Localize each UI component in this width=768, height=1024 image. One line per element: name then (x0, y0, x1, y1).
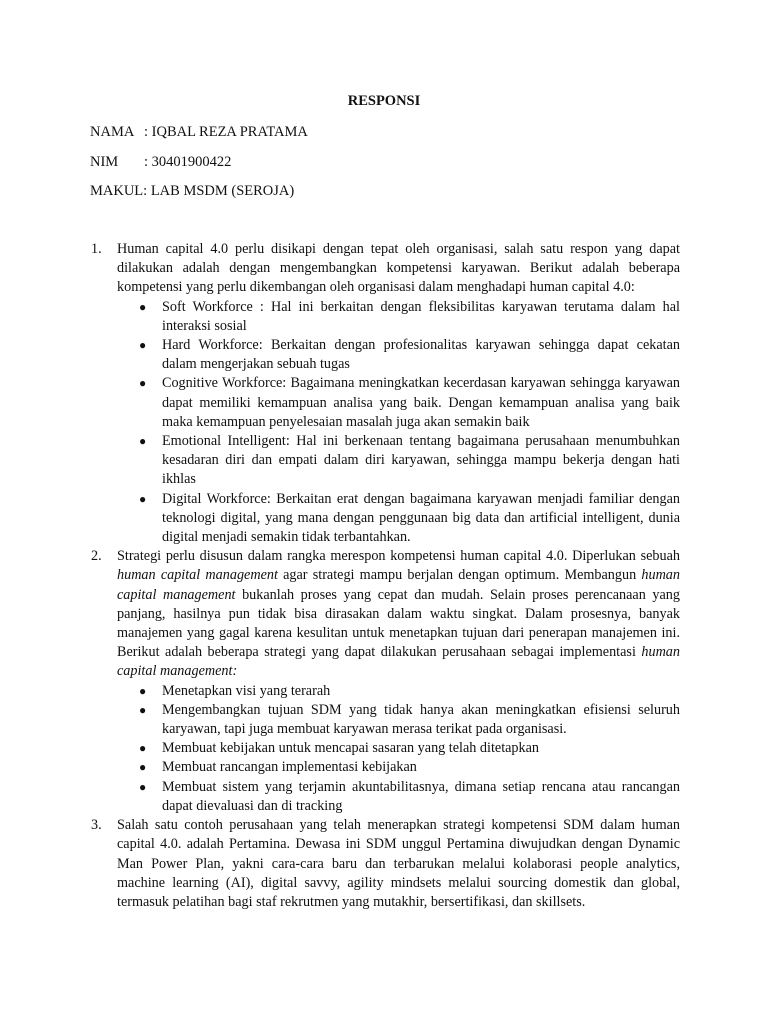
bullet-item (117, 739, 680, 758)
bullet-icon: ● (139, 760, 147, 775)
name-line (90, 123, 308, 142)
item-number: 3. (91, 817, 102, 834)
bullet-icon: ● (139, 338, 147, 353)
bullet-text: Cognitive Workforce: Bagaimana meningkatkan kecerdasan karyawan sehingga karyawan dapat memiliki kemampuan analisa yang baik. Dengan kemampuan analisa yang baik maka kemampuan penyelesaian masalah juga akan semakin baik (162, 375, 680, 430)
italic-term: human capital management (117, 567, 278, 584)
nim-line (90, 153, 231, 172)
bullet-icon: ● (139, 683, 147, 698)
bullet-text: Emotional Intelligent: Hal ini berkenaan tentang bagaimana perusahaan menumbuhkan kesadaran diri dan empati dalam diri karyawan, sehingga mampu bekerja dengan hati ikhlas (162, 433, 680, 488)
bullet-icon: ● (139, 741, 147, 756)
nim-label: NIM (90, 154, 119, 170)
item-paragraph: Human capital 4.0 perlu disikapi dengan tepat oleh organisasi, salah satu respon yang dapat dilakukan adalah dengan mengembangkan kompetensi karyawan. Berikut adalah beberapa kompetensi yang perlu dikembangan oleh organisasi dalam menghadapi human capital 4.0: (117, 241, 680, 296)
name-value: : IQBAL REZA PRATAMA (144, 124, 308, 140)
bullet-icon: ● (139, 299, 147, 314)
nim-value: : 30401900422 (144, 154, 232, 170)
bullet-item (117, 336, 680, 374)
bullet-item (117, 490, 680, 548)
bullet-icon: ● (139, 702, 147, 717)
answer-list (91, 240, 680, 912)
bullet-icon: ● (139, 491, 147, 506)
bullet-item (117, 298, 680, 336)
bullet-item (117, 778, 680, 816)
bullet-text: Mengembangkan tujuan SDM yang tidak hanya akan meningkatkan efisiensi seluruh karyawan, tapi juga membuat karyawan merasa terikat pada organisasi. (162, 701, 680, 738)
bullet-text: Membuat kebijakan untuk mencapai sasaran yang telah ditetapkan (162, 740, 540, 757)
course-line: MAKUL: LAB MSDM (SEROJA) (90, 183, 295, 199)
bullet-text: Membuat rancangan implementasi kebijakan (162, 759, 417, 776)
bullet-item (117, 758, 680, 777)
item-paragraph: Salah satu contoh perusahaan yang telah menerapkan strategi kompetensi SDM dalam human capital 4.0. adalah Pertamina. Dewasa ini SDM unggul Pertamina diwujudkan dengan Dynamic Man Power Plan, yakni cara-cara baru dan terbarukan melalui kolaborasi people analytics, machine learning (AI), digital savvy, agility mindsets melalui sourcing domestik dan global, termasuk pelatihan bagi staf rekrutmen yang mutakhir, bersertifikasi, dan skillsets. (117, 817, 680, 910)
answer-item-2 (91, 547, 680, 816)
answer-item-1 (91, 240, 680, 547)
bullet-item (117, 701, 680, 739)
bullet-item (117, 374, 680, 432)
italic-term: human capital management (117, 567, 680, 603)
bullet-text: Digital Workforce: Berkaitan erat dengan bagaimana karyawan menjadi familiar dengan teknologi digital, yang mana dengan penggunaan big data dan artificial intelligent, dunia digital menjadi semakin tidak terbantahkan. (162, 490, 680, 546)
bullet-text: Hard Workforce: Berkaitan dengan profesionalitas karyawan sehingga dapat cekatan dalam mengerjakan sebuah tugas (162, 337, 680, 373)
bullet-icon: ● (139, 434, 147, 449)
item-paragraph (117, 547, 680, 681)
bullet-list (117, 298, 680, 548)
paragraph-text: Strategi perlu disusun dalam rangka merespon kompetensi human capital 4.0. Diperlukan sebuah (117, 548, 680, 565)
item-number: 2. (91, 548, 102, 565)
bullet-item (117, 432, 680, 490)
bullet-icon: ● (139, 779, 147, 794)
bullet-text: Soft Workforce : Hal ini berkaitan dengan fleksibilitas karyawan terutama dalam hal interaksi sosial (162, 298, 680, 334)
item-number: 1. (91, 241, 102, 257)
answer-item-3 (91, 816, 680, 912)
paragraph-text: bukanlah proses yang cepat dan mudah. Selain proses perencanaan yang panjang, hasilnya pun tidak bisa dirasakan dalam waktu singkat. Dalam prosesnya, banyak manajemen yang gagal karena kesulitan untuk menetapkan tujuan dari penerapan manajemen ini. Berikut adalah beberapa strategi yang dapat dilakukan perusahaan sebagai implementasi (117, 586, 680, 661)
bullet-item (117, 682, 680, 701)
bullet-list (117, 682, 680, 816)
bullet-icon: ● (139, 376, 147, 391)
paragraph-text: agar strategi mampu berjalan dengan optimum. Membangun (277, 567, 642, 584)
italic-term: human capital management: (117, 644, 680, 680)
bullet-text: Menetapkan visi yang terarah (162, 682, 331, 699)
name-label: NAMA (90, 124, 135, 140)
bullet-text: Membuat sistem yang terjamin akuntabilitasnya, dimana setiap rencana atau rancangan dapat dievaluasi dan di tracking (162, 778, 680, 814)
document-title: RESPONSI (347, 93, 421, 109)
